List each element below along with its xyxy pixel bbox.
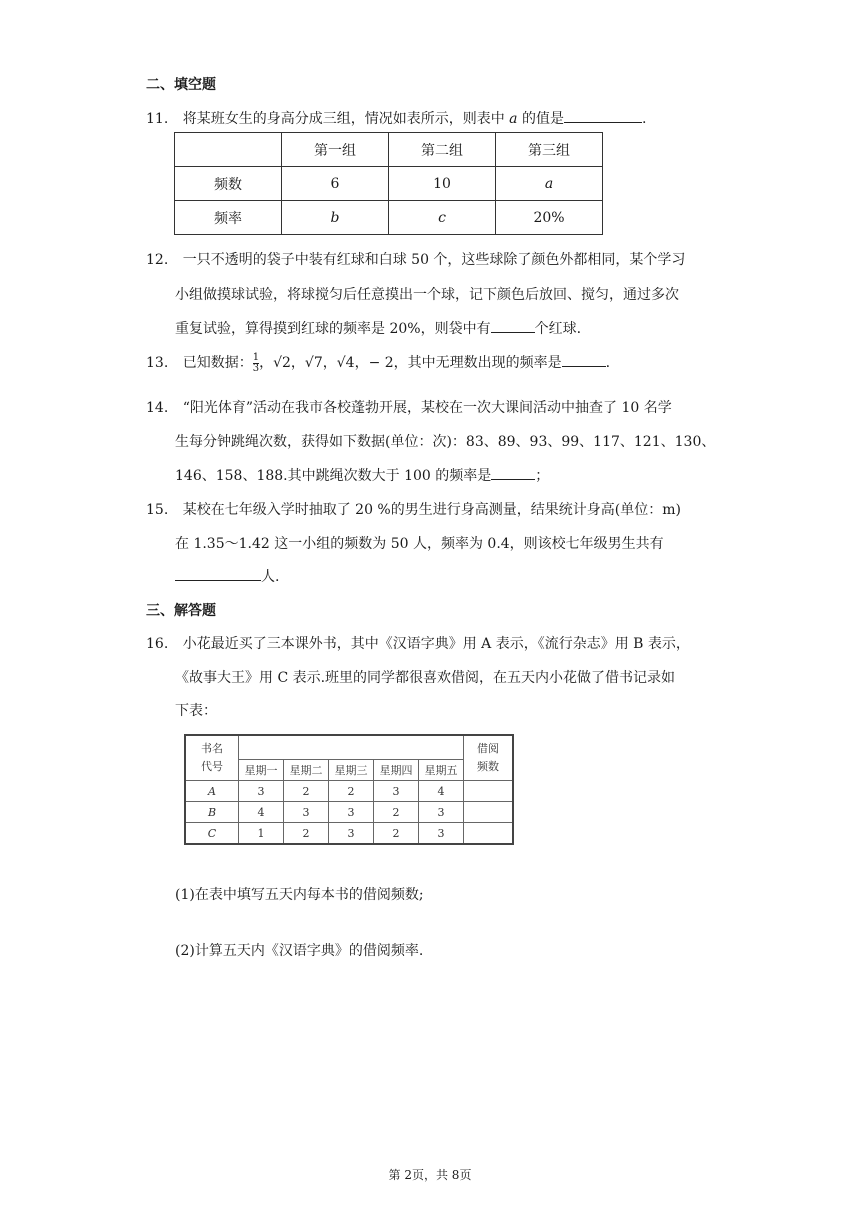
section-title-answer: 三、解答题 — [146, 603, 216, 619]
table-cell: 3 — [239, 781, 284, 802]
table-cell: 2 — [284, 823, 329, 845]
table-cell: 10 — [389, 167, 496, 201]
table-cell: 4 — [419, 781, 464, 802]
question-text-line: 在 1.35～1.42 这一小组的频数为 50 人，频率为 0.4，则该校七年级男生共有 — [175, 536, 664, 552]
table-header: 星期四 — [374, 759, 419, 780]
question-text: 已知数据： — [182, 355, 253, 371]
table-cell: 20% — [496, 201, 603, 235]
question-text-line: 生每分钟跳绳次数，获得如下数据(单位：次)：83、89、93、99、117、121、130、 — [175, 434, 716, 450]
period: . — [605, 355, 611, 371]
table-cell: 4 — [239, 802, 284, 823]
table-row-code: C — [185, 823, 239, 845]
question-text: 146、158、188.其中跳绳次数大于 100 的频率是 — [175, 468, 492, 484]
question-text: 将某班女生的身高分成三组，情况如表所示，则表中 — [182, 111, 505, 127]
question-13 — [146, 352, 610, 374]
table-cell: 3 — [329, 802, 374, 823]
question-number: 11. — [146, 111, 169, 127]
table-cell: b — [282, 201, 389, 235]
table-header: 星期三 — [329, 759, 374, 780]
table-cell: 3 — [419, 802, 464, 823]
header-label: 频数 — [477, 760, 499, 773]
question-text: ； — [535, 468, 550, 484]
corner-label: 书名 — [201, 742, 223, 755]
table-header: 星期二 — [284, 759, 329, 780]
question-16 — [146, 633, 690, 653]
freq-cell[interactable] — [464, 823, 514, 845]
table-cell: 2 — [374, 802, 419, 823]
table-cell — [175, 133, 282, 167]
period: . — [641, 111, 647, 127]
question-text: 某校在七年级入学时抽取了 20 %的男生进行身高测量，结果统计身高(单位：m) — [182, 502, 681, 518]
fraction-denominator: 3 — [252, 362, 260, 374]
table-row-code: B — [185, 802, 239, 823]
table-header: 第三组 — [496, 133, 603, 167]
table-cell: c — [389, 201, 496, 235]
table-cell: 1 — [239, 823, 284, 845]
fraction-numerator: 1 — [252, 351, 260, 363]
question-12 — [146, 249, 685, 269]
sub-question-2: (2)计算五天内《汉语字典》的借阅频率. — [175, 943, 424, 959]
question-text: 一只不透明的袋子中装有红球和白球 50 个，这些球除了颜色外都相同，某个学习 — [182, 252, 686, 268]
answer-blank[interactable] — [562, 352, 606, 367]
question-text: 个红球. — [534, 321, 582, 337]
answer-blank[interactable] — [491, 465, 535, 480]
question-text-line — [175, 465, 549, 485]
table-cell — [239, 735, 464, 759]
question-text-line — [175, 566, 279, 586]
table-header — [464, 735, 514, 781]
answer-blank[interactable] — [564, 108, 642, 123]
question-text-line: 下表： — [175, 703, 217, 719]
table-cell: 3 — [419, 823, 464, 845]
q16-table — [184, 734, 514, 845]
question-text: 的值是 — [521, 111, 564, 127]
question-number: 12. — [146, 252, 169, 268]
table-cell: 2 — [374, 823, 419, 845]
freq-cell[interactable] — [464, 802, 514, 823]
table-cell: 3 — [329, 823, 374, 845]
question-number: 13. — [146, 355, 169, 371]
freq-cell[interactable] — [464, 781, 514, 802]
table-cell: a — [496, 167, 603, 201]
answer-blank[interactable] — [175, 566, 261, 581]
table-header: 星期五 — [419, 759, 464, 780]
table-cell: 频数 — [175, 167, 282, 201]
table-header: 第二组 — [389, 133, 496, 167]
question-text: 人. — [261, 569, 280, 585]
question-text: 重复试验，算得摸到红球的频率是 20%，则袋中有 — [175, 321, 491, 337]
table-header: 第一组 — [282, 133, 389, 167]
answer-blank[interactable] — [491, 318, 535, 333]
question-text: 小花最近买了三本课外书，其中《汉语字典》用 A 表示，《流行杂志》用 B 表示， — [182, 636, 690, 652]
table-cell: 频率 — [175, 201, 282, 235]
variable: a — [509, 111, 518, 127]
question-text: ，√2，√7，√4，− 2，其中无理数出现的频率是 — [259, 355, 562, 371]
section-title-fill-blank: 二、填空题 — [146, 77, 216, 93]
question-number: 16. — [146, 636, 169, 652]
question-number: 15. — [146, 502, 169, 518]
page-footer: 第 2页，共 8页 — [388, 1168, 472, 1182]
table-cell: 6 — [282, 167, 389, 201]
question-14 — [146, 397, 672, 417]
corner-label: 代号 — [201, 760, 223, 773]
table-row-code: A — [185, 781, 239, 802]
question-11 — [146, 108, 646, 128]
question-text-line — [175, 318, 581, 338]
table-corner — [185, 735, 239, 781]
table-cell: 2 — [329, 781, 374, 802]
table-header: 星期一 — [239, 759, 284, 780]
table-cell: 2 — [284, 781, 329, 802]
question-text: “阳光体育”活动在我市各校蓬勃开展，某校在一次大课间活动中抽查了 10 名学 — [182, 400, 672, 416]
question-15 — [146, 499, 681, 519]
table-cell: 3 — [374, 781, 419, 802]
question-text-line: 《故事大王》用 C 表示.班里的同学都很喜欢借阅，在五天内小花做了借书记录如 — [175, 670, 676, 686]
sub-question-1: (1)在表中填写五天内每本书的借阅频数; — [175, 887, 424, 903]
q11-table — [174, 132, 603, 235]
table-cell: 3 — [284, 802, 329, 823]
header-label: 借阅 — [477, 742, 499, 755]
question-text-line: 小组做摸球试验，将球搅匀后任意摸出一个球，记下颜色后放回、搅匀，通过多次 — [175, 287, 679, 303]
question-number: 14. — [146, 400, 169, 416]
